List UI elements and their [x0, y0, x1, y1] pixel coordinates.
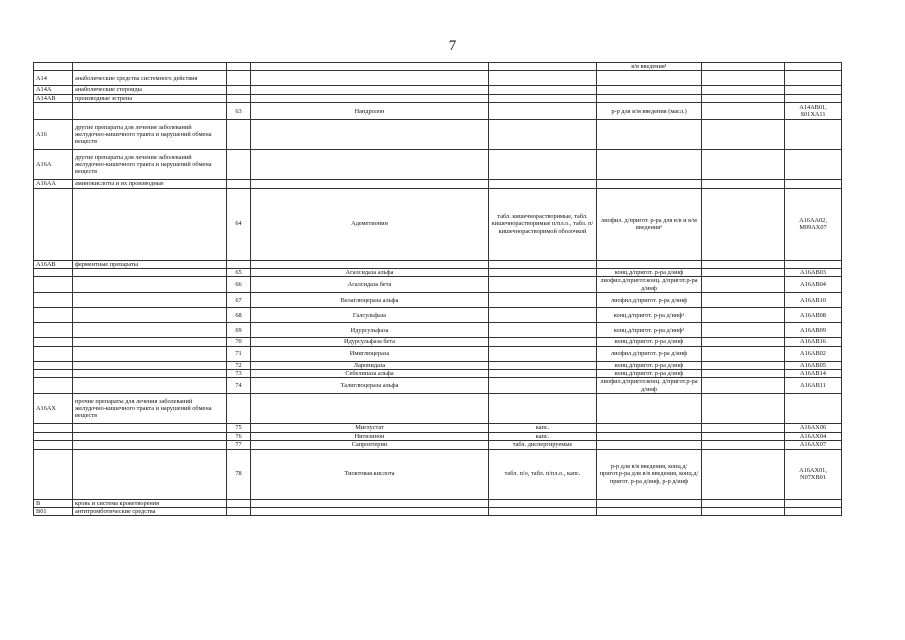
empty-cell: [702, 103, 785, 120]
atc-code-cell: А16АХ06: [785, 424, 842, 432]
dosage-form-cell: [489, 260, 597, 268]
dosage-form-cell: [489, 346, 597, 361]
atc-code-cell: [785, 180, 842, 188]
group-name-cell: аминокислоты и их производные: [73, 180, 227, 188]
group-name-cell: [73, 361, 227, 369]
empty-cell: [702, 293, 785, 308]
table-row: [34, 499, 842, 507]
empty-cell: [702, 499, 785, 507]
table-row: [34, 71, 842, 86]
empty-cell: [702, 188, 785, 260]
drug-name-cell: Сапроптерин: [251, 441, 489, 449]
atc-code-cell: [785, 63, 842, 71]
drug-name-cell: [251, 507, 489, 515]
group-name-cell: [73, 378, 227, 394]
table-row: [34, 424, 842, 432]
item-number-cell: 78: [227, 449, 251, 499]
empty-cell: [702, 277, 785, 293]
empty-cell: [702, 394, 785, 424]
atc-code-cell: А16АА02, М09АХ07: [785, 188, 842, 260]
parenteral-form-cell: [597, 394, 702, 424]
atc-code-cell: [785, 260, 842, 268]
empty-cell: [702, 370, 785, 378]
item-number-cell: 63: [227, 103, 251, 120]
parenteral-form-cell: [597, 94, 702, 102]
drug-name-cell: Адеметионин: [251, 188, 489, 260]
dosage-form-cell: [489, 94, 597, 102]
atc-group-code-cell: А16АА: [34, 180, 73, 188]
item-number-cell: [227, 120, 251, 150]
drug-name-cell: Талиглюцераза альфа: [251, 378, 489, 394]
dosage-form-cell: [489, 269, 597, 277]
atc-group-code-cell: [34, 323, 73, 338]
atc-group-code-cell: А14А: [34, 86, 73, 94]
drug-name-cell: [251, 94, 489, 102]
empty-cell: [702, 120, 785, 150]
table-row: [34, 507, 842, 515]
table-row: [34, 346, 842, 361]
parenteral-form-cell: в/в введения¹: [597, 63, 702, 71]
parenteral-form-cell: [597, 499, 702, 507]
group-name-cell: [73, 424, 227, 432]
empty-cell: [702, 432, 785, 440]
parenteral-form-cell: [597, 150, 702, 180]
atc-group-code-cell: А16АВ: [34, 260, 73, 268]
empty-cell: [702, 507, 785, 515]
drug-name-cell: Идурсульфаза бета: [251, 338, 489, 346]
empty-cell: [702, 86, 785, 94]
atc-group-code-cell: [34, 293, 73, 308]
drug-name-cell: Велаглюцераза альфа: [251, 293, 489, 308]
drug-name-cell: Себелипаза альфа: [251, 370, 489, 378]
atc-group-code-cell: [34, 449, 73, 499]
group-name-cell: другие препараты для лечения заболеваний желудочно-кишечного тракта и нарушений обмена веществ: [73, 150, 227, 180]
atc-code-cell: [785, 394, 842, 424]
drug-name-cell: [251, 150, 489, 180]
table-row: [34, 432, 842, 440]
group-name-cell: [73, 346, 227, 361]
table-row: [34, 293, 842, 308]
parenteral-form-cell: [597, 260, 702, 268]
group-name-cell: [73, 338, 227, 346]
item-number-cell: 65: [227, 269, 251, 277]
table-row: [34, 103, 842, 120]
drug-name-cell: Галсульфаза: [251, 308, 489, 323]
empty-cell: [702, 71, 785, 86]
table-row: [34, 378, 842, 394]
atc-code-cell: А16АВ05: [785, 361, 842, 369]
atc-group-code-cell: [34, 424, 73, 432]
dosage-form-cell: табл. п/о, табл. п/пл.о., капс.: [489, 449, 597, 499]
atc-code-cell: А16АВ08: [785, 308, 842, 323]
atc-group-code-cell: [34, 338, 73, 346]
atc-group-code-cell: А14АВ: [34, 94, 73, 102]
item-number-cell: [227, 394, 251, 424]
item-number-cell: [227, 94, 251, 102]
page-number: 7: [448, 38, 457, 54]
parenteral-form-cell: [597, 86, 702, 94]
parenteral-form-cell: конц.д/пригот. р-ра д/инф: [597, 269, 702, 277]
table-row: [34, 308, 842, 323]
dosage-form-cell: [489, 86, 597, 94]
dosage-form-cell: [489, 180, 597, 188]
dosage-form-cell: [489, 323, 597, 338]
table-row: [34, 120, 842, 150]
item-number-cell: 75: [227, 424, 251, 432]
parenteral-form-cell: конц.д/пригот. р-ра д/инф¹: [597, 308, 702, 323]
dosage-form-cell: капс.: [489, 432, 597, 440]
empty-cell: [702, 346, 785, 361]
group-name-cell: [73, 293, 227, 308]
dosage-form-cell: [489, 63, 597, 71]
parenteral-form-cell: [597, 441, 702, 449]
dosage-form-cell: [489, 370, 597, 378]
drug-name-cell: Нандролон: [251, 103, 489, 120]
atc-code-cell: А16АВ09: [785, 323, 842, 338]
drug-name-cell: Имиглюцераза: [251, 346, 489, 361]
parenteral-form-cell: [597, 432, 702, 440]
group-name-cell: [73, 277, 227, 293]
parenteral-form-cell: лиофил. д/пригот. р-ра для в/в и в/м введения¹: [597, 188, 702, 260]
table-row: [34, 260, 842, 268]
atc-code-cell: [785, 499, 842, 507]
empty-cell: [702, 63, 785, 71]
atc-group-code-cell: [34, 103, 73, 120]
dosage-form-cell: [489, 394, 597, 424]
drug-name-cell: Агалсидаза альфа: [251, 269, 489, 277]
item-number-cell: [227, 180, 251, 188]
group-name-cell: [73, 441, 227, 449]
dosage-form-cell: табл. кишечнорастворимые, табл. кишечнорастворимые п/пл.о., табл. п/кишечнорастворимой оболочкой: [489, 188, 597, 260]
dosage-form-cell: [489, 293, 597, 308]
drug-name-cell: [251, 71, 489, 86]
drug-name-cell: [251, 120, 489, 150]
item-number-cell: [227, 86, 251, 94]
table-row: [34, 94, 842, 102]
item-number-cell: 76: [227, 432, 251, 440]
dosage-form-cell: [489, 507, 597, 515]
atc-group-code-cell: А14: [34, 71, 73, 86]
group-name-cell: производные эстрена: [73, 94, 227, 102]
dosage-form-cell: [489, 378, 597, 394]
parenteral-form-cell: [597, 71, 702, 86]
parenteral-form-cell: [597, 120, 702, 150]
empty-cell: [702, 449, 785, 499]
drug-name-cell: [251, 180, 489, 188]
dosage-form-cell: [489, 277, 597, 293]
table-row: [34, 323, 842, 338]
atc-code-cell: А16АХ01, N07XB01: [785, 449, 842, 499]
atc-group-code-cell: [34, 441, 73, 449]
group-name-cell: [73, 323, 227, 338]
item-number-cell: 74: [227, 378, 251, 394]
item-number-cell: [227, 63, 251, 71]
dosage-form-cell: [489, 150, 597, 180]
drug-name-cell: Ларонидаза: [251, 361, 489, 369]
atc-code-cell: [785, 94, 842, 102]
drug-name-cell: [251, 499, 489, 507]
item-number-cell: 72: [227, 361, 251, 369]
atc-group-code-cell: В01: [34, 507, 73, 515]
table-row: [34, 441, 842, 449]
group-name-cell: антитромботические средства: [73, 507, 227, 515]
empty-cell: [702, 308, 785, 323]
drug-name-cell: [251, 260, 489, 268]
group-name-cell: [73, 449, 227, 499]
atc-code-cell: А16АВ11: [785, 378, 842, 394]
atc-group-code-cell: [34, 378, 73, 394]
parenteral-form-cell: р-р для в/м введения (масл.): [597, 103, 702, 120]
item-number-cell: [227, 71, 251, 86]
empty-cell: [702, 323, 785, 338]
table-row: [34, 338, 842, 346]
atc-code-cell: [785, 120, 842, 150]
item-number-cell: [227, 260, 251, 268]
parenteral-form-cell: [597, 424, 702, 432]
drug-name-cell: Нитизинон: [251, 432, 489, 440]
atc-group-code-cell: [34, 432, 73, 440]
item-number-cell: 70: [227, 338, 251, 346]
atc-code-cell: А16АВ14: [785, 370, 842, 378]
atc-code-cell: [785, 150, 842, 180]
item-number-cell: 66: [227, 277, 251, 293]
empty-cell: [702, 361, 785, 369]
item-number-cell: [227, 150, 251, 180]
group-name-cell: кровь и система кроветворения: [73, 499, 227, 507]
atc-code-cell: А16АВ10: [785, 293, 842, 308]
atc-group-code-cell: [34, 277, 73, 293]
empty-cell: [702, 180, 785, 188]
dosage-form-cell: [489, 361, 597, 369]
dosage-form-cell: [489, 71, 597, 86]
atc-group-code-cell: В: [34, 499, 73, 507]
group-name-cell: прочие препараты для лечения заболеваний желудочно-кишечного тракта и нарушений обмена веществ: [73, 394, 227, 424]
item-number-cell: 68: [227, 308, 251, 323]
atc-group-code-cell: [34, 63, 73, 71]
group-name-cell: [73, 63, 227, 71]
drug-name-cell: Тиоктовая кислота: [251, 449, 489, 499]
drug-name-cell: Миглустат: [251, 424, 489, 432]
dosage-form-cell: [489, 308, 597, 323]
group-name-cell: [73, 188, 227, 260]
atc-code-cell: [785, 71, 842, 86]
atc-group-code-cell: [34, 346, 73, 361]
item-number-cell: 64: [227, 188, 251, 260]
item-number-cell: 77: [227, 441, 251, 449]
dosage-form-cell: капс.: [489, 424, 597, 432]
parenteral-form-cell: [597, 180, 702, 188]
atc-group-code-cell: [34, 269, 73, 277]
empty-cell: [702, 378, 785, 394]
group-name-cell: [73, 103, 227, 120]
parenteral-form-cell: конц.д/пригот. р-ра д/инф: [597, 361, 702, 369]
table-row: [34, 361, 842, 369]
parenteral-form-cell: конц.д/пригот. р-ра д/инф¹: [597, 323, 702, 338]
atc-group-code-cell: А16А: [34, 150, 73, 180]
atc-code-cell: А16АХ04: [785, 432, 842, 440]
table-row: [34, 277, 842, 293]
table-row: [34, 269, 842, 277]
dosage-form-cell: [489, 499, 597, 507]
item-number-cell: [227, 507, 251, 515]
table-row: [34, 180, 842, 188]
drug-name-cell: [251, 394, 489, 424]
group-name-cell: анаболические средства системного действия: [73, 71, 227, 86]
item-number-cell: 71: [227, 346, 251, 361]
empty-cell: [702, 441, 785, 449]
empty-cell: [702, 269, 785, 277]
drug-name-cell: [251, 86, 489, 94]
atc-code-cell: А16АВ03: [785, 269, 842, 277]
atc-group-code-cell: [34, 188, 73, 260]
atc-group-code-cell: А16: [34, 120, 73, 150]
group-name-cell: [73, 370, 227, 378]
drug-register-table: [33, 62, 842, 516]
table-row: [34, 63, 842, 71]
atc-code-cell: А16АВ04: [785, 277, 842, 293]
atc-code-cell: А16АВ16: [785, 338, 842, 346]
atc-code-cell: [785, 507, 842, 515]
drug-name-cell: Идурсульфаза: [251, 323, 489, 338]
parenteral-form-cell: лиофил.д/пригот.конц. д/пригот.р-ра д/инф: [597, 277, 702, 293]
empty-cell: [702, 424, 785, 432]
table-row: [34, 188, 842, 260]
parenteral-form-cell: лиофил.д/пригот. р-ра д/инф: [597, 293, 702, 308]
group-name-cell: анаболические стероиды: [73, 86, 227, 94]
atc-group-code-cell: [34, 308, 73, 323]
atc-group-code-cell: [34, 370, 73, 378]
parenteral-form-cell: р-р для в/в введения, конц.д/пригот.р-ра для в/в введения, конц.д/пригот. р-ра д/инф, р-р д/инф: [597, 449, 702, 499]
atc-code-cell: [785, 86, 842, 94]
drug-name-cell: [251, 63, 489, 71]
item-number-cell: 73: [227, 370, 251, 378]
group-name-cell: ферментные препараты: [73, 260, 227, 268]
parenteral-form-cell: конц.д/пригот. р-ра д/инф: [597, 370, 702, 378]
atc-group-code-cell: [34, 361, 73, 369]
table-row: [34, 394, 842, 424]
atc-code-cell: А16АВ02: [785, 346, 842, 361]
drug-name-cell: Агалсидаза бета: [251, 277, 489, 293]
group-name-cell: [73, 308, 227, 323]
item-number-cell: 67: [227, 293, 251, 308]
parenteral-form-cell: лиофил.д/пригот. р-ра д/инф: [597, 346, 702, 361]
group-name-cell: другие препараты для лечения заболеваний желудочно-кишечного тракта и нарушений обмена веществ: [73, 120, 227, 150]
dosage-form-cell: [489, 103, 597, 120]
empty-cell: [702, 150, 785, 180]
table-row: [34, 150, 842, 180]
dosage-form-cell: [489, 120, 597, 150]
group-name-cell: [73, 432, 227, 440]
atc-group-code-cell: А16АХ: [34, 394, 73, 424]
dosage-form-cell: [489, 338, 597, 346]
atc-code-cell: А16АХ07: [785, 441, 842, 449]
table-row: [34, 449, 842, 499]
table-row: [34, 370, 842, 378]
item-number-cell: 69: [227, 323, 251, 338]
parenteral-form-cell: [597, 507, 702, 515]
empty-cell: [702, 260, 785, 268]
group-name-cell: [73, 269, 227, 277]
empty-cell: [702, 94, 785, 102]
atc-code-cell: А14АВ01, S01XA11: [785, 103, 842, 120]
parenteral-form-cell: конц.д/пригот. р-ра д/инф: [597, 338, 702, 346]
empty-cell: [702, 338, 785, 346]
item-number-cell: [227, 499, 251, 507]
dosage-form-cell: табл. диспергируемые: [489, 441, 597, 449]
table-row: [34, 86, 842, 94]
parenteral-form-cell: лиофил.д/пригот.конц. д/пригот.р-ра д/инф: [597, 378, 702, 394]
